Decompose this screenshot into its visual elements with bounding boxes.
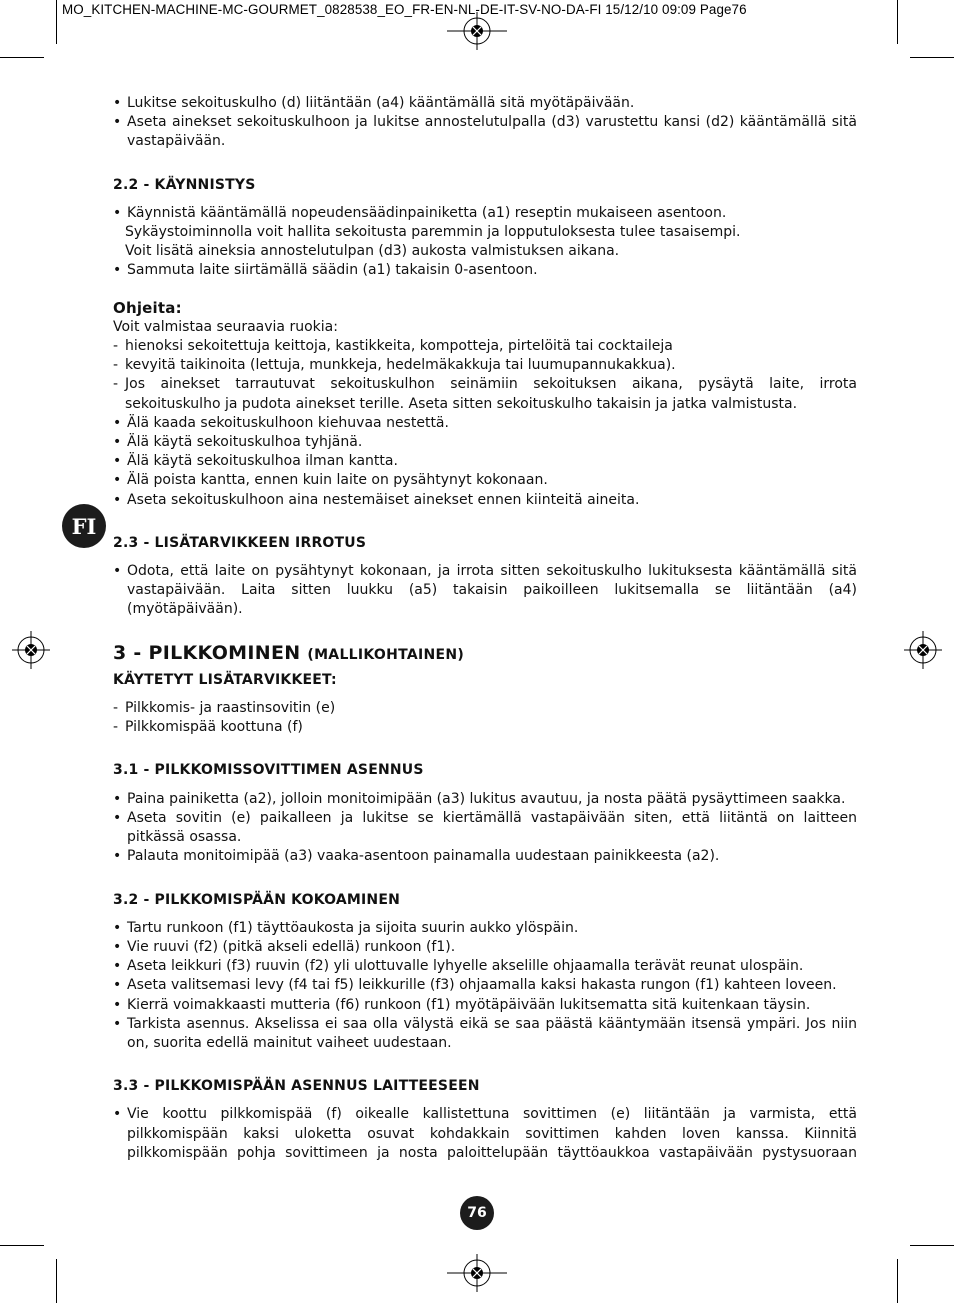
list-item-text: Älä poista kantta, ennen kuin laite on pysähtynyt kokonaan. (127, 472, 548, 489)
print-date: 15/12/10 (605, 2, 659, 17)
language-badge: FI (62, 504, 106, 548)
accessories-heading: KÄYTETYT LISÄTARVIKKEET: (113, 671, 337, 688)
print-page: Page76 (699, 2, 747, 17)
list-item-text: Aseta leikkuri (f3) ruuvin (f2) yli ulottuvalle lyhyelle akselille ohjaamalla terävät reunat ulospäin. (127, 958, 804, 975)
crop-mark (910, 57, 954, 58)
list-item-text: Käynnistä kääntämällä nopeudensäädinpainiketta (a1) reseptin mukaiseen asentoon. (127, 204, 727, 221)
dash-item: - Pilkkomis- ja raastinsovitin (e) (113, 699, 857, 718)
list-item-text: Aseta sekoituskulhoon aina nestemäiset ainekset ennen kiinteitä aineita. (127, 491, 640, 508)
list-item-text: Sammuta laite siirtämällä säädin (a1) takaisin 0-asentoon. (127, 262, 538, 279)
list-item: • Odota, että laite on pysähtynyt kokonaan, ja irrota sitten sekoituskulho lukituksesta kääntämällä sitä vastapäivään. Laita sitten luukku (a5) takaisin paikoilleen lukitsemalla se liitäntään (a4) (myötäpäivään). (113, 562, 857, 620)
list-item: • Paina painiketta (a2), jolloin monitoimipään (a3) lukitus avautuu, ja nosta päätä pysäyttimeen saakka. (113, 790, 857, 809)
section-heading: 2.3 - LISÄTARVIKKEEN IRROTUS (113, 534, 367, 551)
crop-mark (0, 1245, 44, 1246)
dash-item-text: kevyitä taikinoita (lettuja, munkkeja, hedelmäkakkuja tai luumupannukakkua). (125, 357, 676, 374)
dash-item-text: hienoksi sekoitettuja keittoja, kastikkeita, kompotteja, pirtelöitä tai cocktaileja (125, 338, 673, 355)
list-item: • Aseta sovitin (e) paikalleen ja lukitse se kiertämällä vastapäivään siten, että liitäntä on laitteen pitkässä osassa. (113, 809, 857, 847)
list-item: • Tartu runkoon (f1) täyttöaukosta ja sijoita suurin aukko ylöspäin. (113, 919, 857, 938)
list-item: • Aseta leikkuri (f3) ruuvin (f2) yli ulottuvalle lyhyelle akselille ohjaamalla terävät reunat ulospäin. (113, 957, 857, 976)
crop-mark (897, 0, 898, 44)
crop-mark (56, 1259, 57, 1303)
crop-mark (910, 1245, 954, 1246)
list-item: • Aseta ainekset sekoituskulhoon ja lukitse annostelutulpalla (d3) varustettu kansi (d2) kääntämällä sitä vastapäivään. (113, 113, 857, 151)
list-item: • Vie ruuvi (f2) (pitkä akseli edellä) runkoon (f1). (113, 938, 857, 957)
list-item: • Sammuta laite siirtämällä säädin (a1) takaisin 0-asentoon. (113, 261, 857, 280)
list-item: • Aseta sekoituskulhoon aina nestemäiset ainekset ennen kiinteitä aineita. (113, 491, 857, 510)
chapter-heading (113, 641, 857, 665)
paragraph-line: Sykäystoiminnolla voit hallita sekoitusta paremmin ja lopputuloksesta tulee tasaisempi. (125, 224, 741, 241)
paragraph-line: Voit lisätä aineksia annostelutulpan (d3) aukosta valmistuksen aikana. (125, 243, 620, 260)
section-heading: 3.1 - PILKKOMISSOVITTIMEN ASENNUS (113, 762, 424, 779)
list-item-text: Palauta monitoimipää (a3) vaaka-asentoon painamalla uudestaan painikkeesta (a2). (127, 848, 720, 865)
list-item-text: Aseta valitsemasi levy (f4 tai f5) leikkurille (f3) ohjaamalla kaksi hakasta rungon (f1) kahteen loveen. (127, 977, 837, 994)
dash-item: - kevyitä taikinoita (lettuja, munkkeja, hedelmäkakkuja tai luumupannukakkua). (113, 356, 857, 375)
registration-mark-icon (447, 1254, 507, 1292)
registration-mark-icon (904, 631, 942, 669)
list-item-text: Tarkista asennus. Akselissa ei saa olla välystä eikä se saa päästä kääntymään itsensä ympäri. Jos niin on, suorita edellä mainitut vaiheet uudestaan. (127, 1015, 857, 1051)
list-item: • Vie koottu pilkkomispää (f) oikealle kallistettuna sovittimen (e) liitäntään ja varmista, että pilkkomispään kaksi uloketta osuvat kohdakkain sovittimen kahden loven kanssa. Kiinnitä pilkkomispään pohja sovittimeen ja nosta paloittelupään täyttöaukkoa vastapäivään pystysuoraan (113, 1105, 857, 1163)
registration-mark-icon (447, 12, 507, 50)
dash-item: - Jos ainekset tarrautuvat sekoituskulhon seinämiin sekoituksen aikana, pysäytä laite, irrota sekoituskulho ja pudota ainekset terille. Aseta sitten sekoituskulho takaisin ja jatka valmistusta. (113, 375, 857, 413)
print-slug: MO_KITCHEN-MACHINE-MC-GOURMET_0828538_EO_FR-EN-NL-DE-IT-SV-NO-DA-FI (62, 2, 602, 17)
dash-item-text: Pilkkomis- ja raastinsovitin (e) (125, 700, 336, 717)
crop-mark (56, 0, 57, 44)
page-number-badge: 76 (460, 1196, 494, 1230)
registration-mark-icon (12, 631, 50, 669)
crop-mark (897, 1259, 898, 1303)
list-item: • Käynnistä kääntämällä nopeudensäädinpainiketta (a1) reseptin mukaiseen asentoon. (113, 204, 857, 223)
list-item-text: Vie ruuvi (f2) (pitkä akseli edellä) runkoon (f1). (127, 938, 456, 955)
list-item-text: Tartu runkoon (f1) täyttöaukosta ja sijoita suurin aukko ylöspäin. (127, 919, 579, 936)
list-item-text: Aseta ainekset sekoituskulhoon ja lukitse annostelutulpalla (d3) varustettu kansi (d2) kääntämällä sitä vastapäivään. (127, 114, 857, 150)
list-item-text: Paina painiketta (a2), jolloin monitoimipään (a3) lukitus avautuu, ja nosta päätä pysäyttimeen saakka. (127, 790, 846, 807)
dash-item: - hienoksi sekoitettuja keittoja, kastikkeita, kompotteja, pirtelöitä tai cocktaileja (113, 337, 857, 356)
list-item: • Lukitse sekoituskulho (d) liitäntään (a4) kääntämällä sitä myötäpäivään. (113, 94, 857, 113)
list-item-text: Älä käytä sekoituskulhoa tyhjänä. (127, 434, 363, 451)
print-time: 09:09 (662, 2, 697, 17)
list-item-text: Odota, että laite on pysähtynyt kokonaan, ja irrota sitten sekoituskulho lukituksesta kääntämällä sitä vastapäivään. Laita sitten luukku (a5) takaisin paikoilleen lukitsemalla se liitäntään (a4) (myötäpäivään). (127, 563, 857, 618)
list-item: • Aseta valitsemasi levy (f4 tai f5) leikkurille (f3) ohjaamalla kaksi hakasta rungon (f1) kahteen loveen. (113, 976, 857, 995)
chapter-title: 3 - PILKKOMINEN (113, 641, 301, 664)
section-heading: 2.2 - KÄYNNISTYS (113, 176, 256, 193)
print-slug-header (62, 2, 747, 17)
crop-mark (0, 57, 44, 58)
paragraph: Voit valmistaa seuraavia ruokia: (113, 318, 338, 335)
list-item: • Kierrä voimakkaasti mutteria (f6) runkoon (f1) myötäpäivään lukitsematta sitä kuitenkaan täysin. (113, 996, 857, 1015)
list-item: • Tarkista asennus. Akselissa ei saa olla välystä eikä se saa päästä kääntymään itsensä ympäri. Jos niin on, suorita edellä mainitut vaiheet uudestaan. (113, 1015, 857, 1053)
dash-item-text: Jos ainekset tarrautuvat sekoituskulhon seinämiin sekoituksen aikana, pysäytä laite, irrota sekoituskulho ja pudota ainekset terille. Aseta sitten sekoituskulho takaisin ja jatka valmistusta. (125, 376, 857, 412)
list-item: • Älä käytä sekoituskulhoa tyhjänä. (113, 433, 857, 452)
list-item: • Älä poista kantta, ennen kuin laite on pysähtynyt kokonaan. (113, 471, 857, 490)
section-heading: 3.3 - PILKKOMISPÄÄN ASENNUS LAITTEESEEN (113, 1078, 480, 1095)
chapter-subtitle: (MALLIKOHTAINEN) (307, 646, 465, 663)
page-content (113, 94, 857, 1163)
list-item-text: Kierrä voimakkaasti mutteria (f6) runkoon (f1) myötäpäivään lukitsematta sitä kuitenkaan täysin. (127, 996, 811, 1013)
section-heading: 3.2 - PILKKOMISPÄÄN KOKOAMINEN (113, 891, 401, 908)
tips-heading: Ohjeita: (113, 298, 182, 317)
list-item: • Palauta monitoimipää (a3) vaaka-asentoon painamalla uudestaan painikkeesta (a2). (113, 847, 857, 866)
list-item: • Älä käytä sekoituskulhoa ilman kantta. (113, 452, 857, 471)
list-item-text: Lukitse sekoituskulho (d) liitäntään (a4) kääntämällä sitä myötäpäivään. (127, 95, 635, 111)
list-item-text: Aseta sovitin (e) paikalleen ja lukitse se kiertämällä vastapäivään siten, että liitäntä on laitteen pitkässä osassa. (127, 809, 857, 846)
list-item-text: Älä käytä sekoituskulhoa ilman kantta. (127, 453, 398, 470)
dash-item: - Pilkkomispää koottuna (f) (113, 718, 857, 737)
dash-item-text: Pilkkomispää koottuna (f) (125, 719, 303, 736)
list-item-text: Vie koottu pilkkomispää (f) oikealle kallistettuna sovittimen (e) liitäntään ja varmista, että pilkkomispään kaksi uloketta osuvat kohdakkain sovittimen kahden loven kanssa. Kiinnitä pilkkomispään pohja sovittimeen ja nosta paloittelupään täyttöaukkoa vastapäivään pystysuoraan (127, 1106, 857, 1161)
list-item-text: Älä kaada sekoituskulhoon kiehuvaa nestettä. (127, 414, 449, 431)
list-item: • Älä kaada sekoituskulhoon kiehuvaa nestettä. (113, 414, 857, 433)
